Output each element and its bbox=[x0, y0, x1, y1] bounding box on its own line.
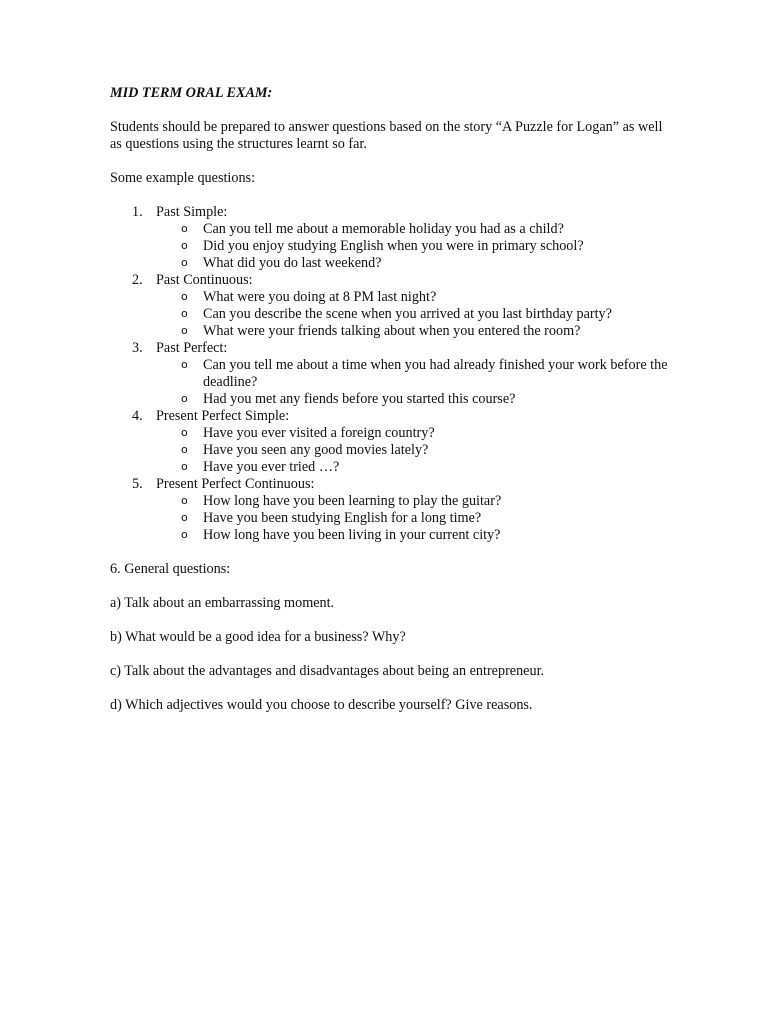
topic-item bbox=[110, 476, 670, 544]
question-list bbox=[156, 289, 670, 340]
general-questions-heading: 6. General questions: bbox=[110, 561, 231, 577]
topic-number: 2. bbox=[132, 272, 143, 288]
intro-paragraph: Students should be prepared to answer questions based on the story “A Puzzle for Logan” as well as questions using the structures learnt so far. bbox=[110, 119, 663, 152]
question-item bbox=[156, 323, 670, 340]
question-text: Have you seen any good movies lately? bbox=[203, 442, 429, 458]
bullet-icon: o bbox=[181, 443, 188, 456]
bullet-icon: o bbox=[181, 324, 188, 337]
general-question: c) Talk about the advantages and disadvantages about being an entrepreneur. bbox=[110, 663, 545, 679]
question-list bbox=[156, 221, 670, 272]
bullet-icon: o bbox=[181, 460, 188, 473]
bullet-icon: o bbox=[181, 494, 188, 507]
question-text: Can you tell me about a time when you had already finished your work before the deadline? bbox=[203, 357, 668, 390]
document-title: MID TERM ORAL EXAM: bbox=[110, 85, 273, 101]
topic-label: Present Perfect Continuous: bbox=[156, 476, 315, 492]
question-item bbox=[156, 306, 670, 323]
topic-number: 4. bbox=[132, 408, 143, 424]
question-text: Had you met any fiends before you started this course? bbox=[203, 391, 516, 407]
topic-item bbox=[110, 408, 670, 476]
bullet-icon: o bbox=[181, 528, 188, 541]
question-text: What did you do last weekend? bbox=[203, 255, 382, 271]
topic-item bbox=[110, 340, 670, 408]
question-text: How long have you been living in your current city? bbox=[203, 527, 501, 543]
topic-list bbox=[110, 204, 670, 544]
question-text: Can you tell me about a memorable holiday you had as a child? bbox=[203, 221, 564, 237]
question-item bbox=[156, 442, 670, 459]
bullet-icon: o bbox=[181, 511, 188, 524]
bullet-icon: o bbox=[181, 239, 188, 252]
question-item bbox=[156, 391, 670, 408]
question-list bbox=[156, 425, 670, 476]
question-text: How long have you been learning to play the guitar? bbox=[203, 493, 502, 509]
general-question: a) Talk about an embarrassing moment. bbox=[110, 595, 335, 611]
question-text: What were your friends talking about when you entered the room? bbox=[203, 323, 581, 339]
question-item bbox=[156, 289, 670, 306]
bullet-icon: o bbox=[181, 426, 188, 439]
examples-heading: Some example questions: bbox=[110, 170, 256, 186]
question-item bbox=[156, 221, 670, 238]
question-item bbox=[156, 493, 670, 510]
question-item bbox=[156, 255, 670, 272]
topic-label: Past Perfect: bbox=[156, 340, 228, 356]
question-text: Have you been studying English for a long time? bbox=[203, 510, 482, 526]
question-item bbox=[156, 510, 670, 527]
question-list bbox=[156, 493, 670, 544]
question-text: Can you describe the scene when you arrived at you last birthday party? bbox=[203, 306, 612, 322]
bullet-icon: o bbox=[181, 307, 188, 320]
bullet-icon: o bbox=[181, 392, 188, 405]
bullet-icon: o bbox=[181, 222, 188, 235]
question-text: Have you ever tried …? bbox=[203, 459, 340, 475]
question-item bbox=[156, 238, 670, 255]
general-question: d) Which adjectives would you choose to describe yourself? Give reasons. bbox=[110, 697, 533, 713]
bullet-icon: o bbox=[181, 256, 188, 269]
question-text: Did you enjoy studying English when you were in primary school? bbox=[203, 238, 584, 254]
bullet-icon: o bbox=[181, 358, 188, 371]
topic-number: 3. bbox=[132, 340, 143, 356]
bullet-icon: o bbox=[181, 290, 188, 303]
general-question: b) What would be a good idea for a business? Why? bbox=[110, 629, 406, 645]
question-item bbox=[156, 459, 670, 476]
topic-label: Past Simple: bbox=[156, 204, 228, 220]
topic-label: Present Perfect Simple: bbox=[156, 408, 290, 424]
question-item bbox=[156, 527, 670, 544]
topic-number: 1. bbox=[132, 204, 143, 220]
topic-label: Past Continuous: bbox=[156, 272, 253, 288]
topic-number: 5. bbox=[132, 476, 143, 492]
question-text: What were you doing at 8 PM last night? bbox=[203, 289, 437, 305]
question-list bbox=[156, 357, 670, 408]
question-item bbox=[156, 357, 670, 391]
question-item bbox=[156, 425, 670, 442]
topic-item bbox=[110, 204, 670, 272]
document-page bbox=[110, 85, 670, 731]
question-text: Have you ever visited a foreign country? bbox=[203, 425, 435, 441]
topic-item bbox=[110, 272, 670, 340]
